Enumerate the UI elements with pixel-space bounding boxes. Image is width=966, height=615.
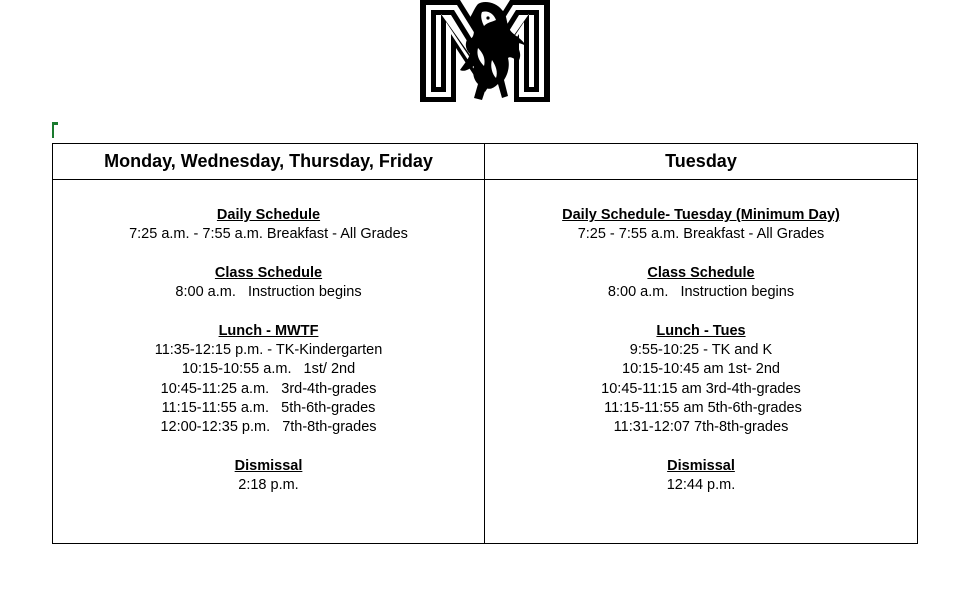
tues-dismissal-heading: Dismissal <box>667 457 735 474</box>
mwtf-lunch-line: 11:35-12:15 p.m. - TK-Kindergarten <box>154 342 383 359</box>
tues-lunch-line: 9:55-10:25 - TK and K <box>629 342 773 359</box>
mwtf-lunch-line: 10:15-10:55 a.m. 1st/ 2nd <box>181 361 356 378</box>
mwtf-dismissal-time: 2:18 p.m. <box>238 477 299 494</box>
table-body-row <box>53 180 918 544</box>
mwtf-instruction-line: 8:00 a.m. Instruction begins <box>175 284 362 301</box>
mwtf-breakfast-line: 7:25 a.m. - 7:55 a.m. Breakfast - All Grades <box>129 226 408 243</box>
tuesday-schedule-cell <box>485 180 918 544</box>
mwtf-schedule-cell <box>53 180 485 544</box>
tues-breakfast-line: 7:25 - 7:55 a.m. Breakfast - All Grades <box>577 226 825 243</box>
tues-dismissal-time: 12:44 p.m. <box>666 477 736 494</box>
tues-instruction-line: 8:00 a.m. Instruction begins <box>607 284 795 301</box>
tues-lunch-line: 10:15-10:45 am 1st- 2nd <box>622 361 780 378</box>
tues-lunch-line: 10:45-11:15 am 3rd-4th-grades <box>601 380 801 397</box>
mwtf-dismissal-heading: Dismissal <box>234 457 303 474</box>
tues-lunch-line: 11:15-11:55 am 5th-6th-grades <box>600 399 802 416</box>
tues-class-section <box>485 264 917 303</box>
header-mwtf: Monday, Wednesday, Thursday, Friday <box>53 144 485 180</box>
schedule-table <box>52 143 918 544</box>
mwtf-lunch-line: 10:45-11:25 a.m. 3rd-4th-grades <box>160 380 377 397</box>
tues-daily-heading: Daily Schedule- Tuesday (Minimum Day) <box>562 207 840 223</box>
mwtf-lunch-section <box>53 322 484 438</box>
text-cursor-icon <box>52 122 58 138</box>
tues-lunch-heading: Lunch - Tues <box>656 322 746 339</box>
tues-dismissal-section <box>485 457 917 496</box>
mwtf-dismissal-section <box>53 457 484 496</box>
mustang-logo-icon <box>418 0 552 104</box>
mwtf-lunch-line: 11:15-11:55 a.m. 5th-6th-grades <box>161 399 376 416</box>
tues-class-heading: Class Schedule <box>647 264 755 281</box>
mwtf-class-heading: Class Schedule <box>214 264 323 281</box>
mwtf-daily-section <box>53 206 484 245</box>
mwtf-class-section <box>53 264 484 303</box>
mwtf-daily-heading: Daily Schedule <box>216 207 321 223</box>
tues-lunch-line: 11:31-12:07 7th-8th-grades <box>613 419 789 436</box>
header-tuesday: Tuesday <box>485 144 918 180</box>
mwtf-lunch-heading: Lunch - MWTF <box>218 322 319 339</box>
mwtf-lunch-line: 12:00-12:35 p.m. 7th-8th-grades <box>160 419 377 436</box>
logo-letter: M <box>418 0 419 1</box>
table-header-row <box>53 144 918 180</box>
tues-lunch-section <box>485 322 917 438</box>
tues-daily-section <box>485 206 917 245</box>
